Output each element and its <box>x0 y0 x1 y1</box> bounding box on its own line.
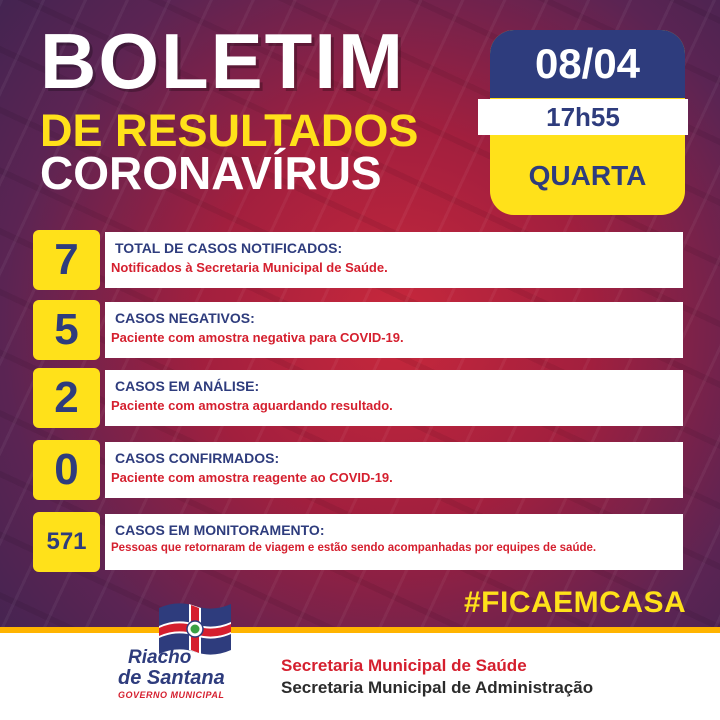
stat-title: CASOS EM ANÁLISE: <box>115 378 260 394</box>
bulletin-topic: CORONAVÍRUS <box>40 147 382 199</box>
stat-card <box>105 442 683 498</box>
stat-description: Notificados à Secretaria Municipal de Saúde. <box>111 260 388 275</box>
stat-card <box>105 302 683 358</box>
stat-description: Paciente com amostra aguardando resultado. <box>111 398 393 413</box>
stat-title: CASOS NEGATIVOS: <box>115 310 255 326</box>
stat-card <box>105 514 683 570</box>
bulletin-subtitle: DE RESULTADOS <box>40 105 419 156</box>
time-label: 17h55 <box>478 99 688 135</box>
weekday-label: QUARTA <box>528 160 647 191</box>
logo-line-1: Riacho <box>128 647 192 668</box>
stat-title: CASOS CONFIRMADOS: <box>115 450 280 466</box>
bulletin-title: BOLETIM <box>40 17 405 105</box>
stat-row-notified <box>33 230 683 290</box>
stat-description: Paciente com amostra reagente ao COVID-19. <box>111 470 393 485</box>
stat-card <box>105 232 683 288</box>
stat-row-monitoring <box>33 512 683 572</box>
department-health: Secretaria Municipal de Saúde <box>281 656 527 675</box>
stat-number: 5 <box>33 300 100 360</box>
stat-number: 2 <box>33 368 100 428</box>
logo-tagline: GOVERNO MUNICIPAL <box>118 690 225 700</box>
logo-line-2: de Santana <box>118 667 225 689</box>
stat-title: TOTAL DE CASOS NOTIFICADOS: <box>115 240 343 256</box>
stat-row-confirmed <box>33 440 683 500</box>
stat-row-negative <box>33 300 683 360</box>
hashtag: #FICAEMCASA <box>464 586 687 619</box>
stat-row-analysis <box>33 368 683 428</box>
stat-number: 7 <box>33 230 100 290</box>
date-label: 08/04 <box>490 30 685 98</box>
stat-description: Pessoas que retornaram de viagem e estão sendo acompanhadas por equipes de saúde. <box>111 542 597 554</box>
stat-number: 0 <box>33 440 100 500</box>
footer <box>0 633 720 720</box>
stat-title: CASOS EM MONITORAMENTO: <box>115 522 325 538</box>
department-administration: Secretaria Municipal de Administração <box>281 678 594 697</box>
municipal-logo <box>118 598 258 710</box>
stat-description: Paciente com amostra negativa para COVID-19. <box>111 330 404 345</box>
stat-card <box>105 370 683 426</box>
stat-number: 571 <box>33 512 100 572</box>
